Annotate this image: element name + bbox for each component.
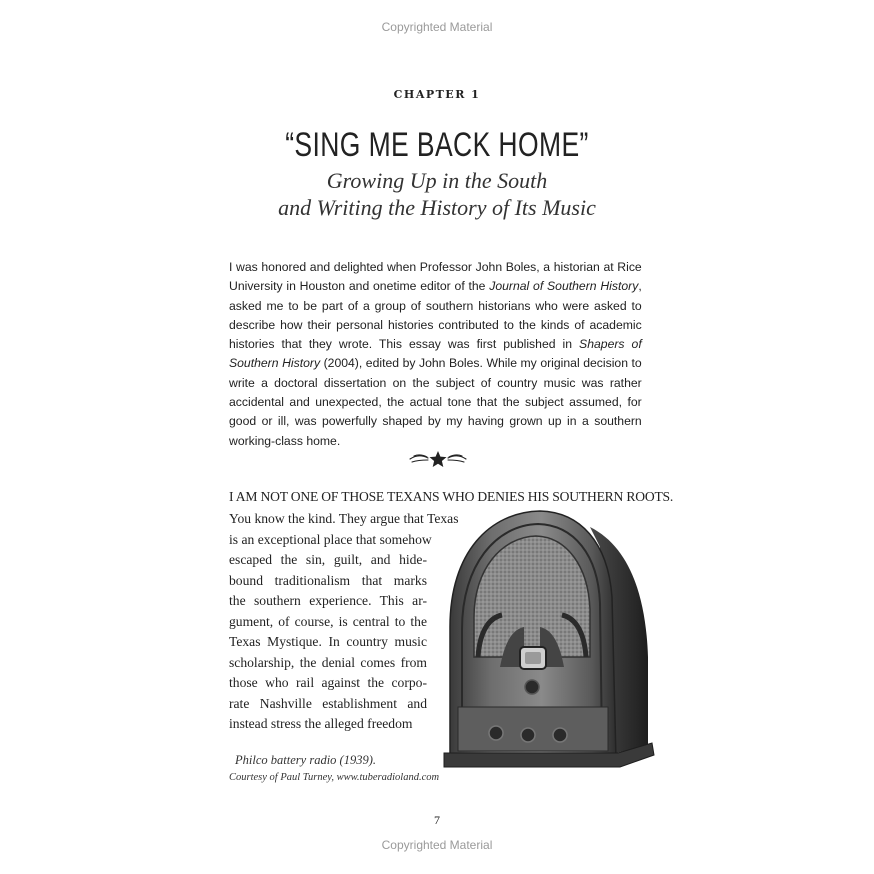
body-line: escaped the sin, guilt, and hide- bbox=[229, 552, 427, 567]
copyright-watermark-top: Copyrighted Material bbox=[381, 20, 493, 34]
body-line: rate Nashville establishment and bbox=[229, 695, 427, 711]
radio-photo bbox=[440, 507, 656, 769]
book-title: Shapers of Southern History bbox=[229, 337, 642, 371]
body-opening-line: I AM NOT ONE OF THOSE TEXANS WHO DENIES HIS SOUTHERN ROOTS. bbox=[229, 489, 674, 504]
page-number: 7 bbox=[434, 813, 440, 827]
journal-title: Journal of Southern History bbox=[489, 279, 639, 294]
chapter-subtitle-line2: and Writing the History of Its Music bbox=[278, 195, 596, 220]
body-line: the southern experience. This ar- bbox=[229, 593, 427, 608]
chapter-subtitle-line1: Growing Up in the South bbox=[326, 168, 548, 193]
intro-paragraph bbox=[229, 258, 642, 451]
figure-credit: Courtesy of Paul Turney, www.tuberadioland.com bbox=[229, 772, 440, 783]
copyright-watermark-bottom: Copyrighted Material bbox=[381, 838, 493, 852]
chapter-label: CHAPTER 1 bbox=[393, 88, 481, 101]
body-line: gument, of course, is central to the bbox=[229, 613, 427, 629]
body-line: scholarship, the denial comes from bbox=[229, 654, 427, 670]
intro-text-2: , asked me to be part of a group of southern historians who were asked to describe how their personal histories contributed to the kinds of academic histories that they wrote. This essay was first published in bbox=[229, 279, 642, 352]
figure-caption: Philco battery radio (1939). bbox=[235, 753, 376, 767]
body-line: is an exceptional place that somehow bbox=[229, 531, 432, 547]
star-flourish-icon bbox=[408, 449, 468, 469]
intro-text-3: (2004), edited by John Boles. While my original decision to write a doctoral dissertation on the subject of country music was rather accidental and unexpected, the actual tone that the subject assumed, for good or ill, was powerfully shaped by my having grown up in a southern working-class home. bbox=[229, 356, 642, 448]
intro-text-1: I was honored and delighted when Professor John Boles, a historian at Rice University in Houston and onetime editor of the bbox=[229, 260, 642, 294]
body-line: Texas Mystique. In country music bbox=[229, 634, 427, 649]
body-line: You know the kind. They argue that Texas bbox=[229, 511, 459, 526]
body-line: instead stress the alleged freedom bbox=[229, 716, 413, 731]
body-line: those who rail against the corpo- bbox=[229, 675, 427, 690]
body-text-column bbox=[229, 509, 459, 735]
chapter-title: “SING ME BACK HOME” bbox=[285, 126, 589, 164]
body-line: bound traditionalism that marks bbox=[229, 572, 427, 588]
